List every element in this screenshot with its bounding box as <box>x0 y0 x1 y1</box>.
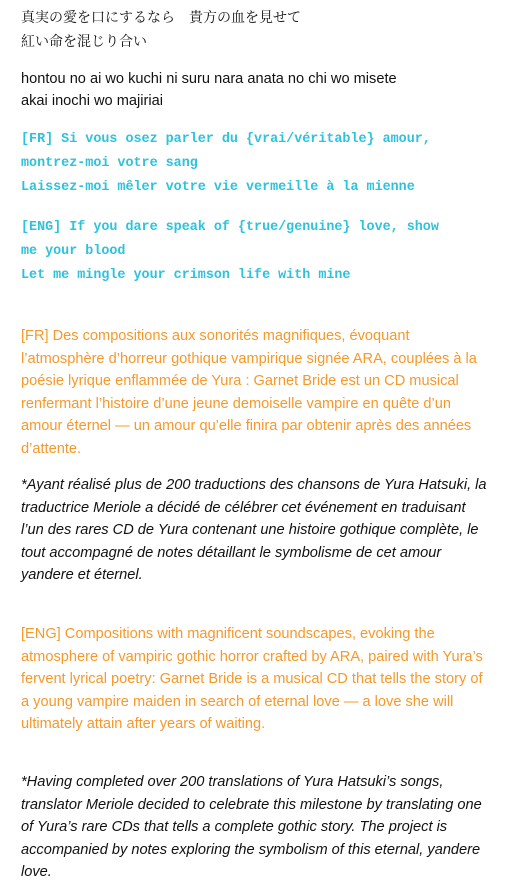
paragraph-line: atmosphere of vampiric gothic horror crafted by ARA, paired with Yura’s <box>21 648 483 665</box>
paragraph-line: of Yura’s rare CDs that tells a complete gothic story. The project is <box>21 819 448 836</box>
translator-note-english <box>21 771 482 884</box>
translator-note-french <box>21 474 487 587</box>
paragraph-line: fervent lyrical poetry: Garnet Bride is a musical CD that tells the story of <box>21 671 483 688</box>
lyric-line: me your blood <box>21 244 126 259</box>
lyric-line: [FR] Si vous osez parler du {vrai/véritable} amour, <box>21 132 431 147</box>
lyric-line: montrez-moi votre sang <box>21 156 198 171</box>
paragraph-line: *Ayant réalisé plus de 200 traductions des chansons de Yura Hatsuki, la <box>21 477 487 493</box>
paragraph-line: poésie lyrique enflammée de Yura : Garnet Bride est un CD musical <box>21 373 459 390</box>
lyrics-english-translation <box>21 216 439 288</box>
paragraph-line: d’attente. <box>21 440 82 457</box>
paragraph-line: accompanied by notes exploring the symbolism of this eternal, yandere <box>21 841 481 858</box>
paragraph-line: renfermant l’histoire d’une jeune demoiselle vampire en quête d’un <box>21 395 451 412</box>
description-english <box>21 623 483 736</box>
paragraph-line: translator Meriole decided to celebrate this milestone by translating one <box>21 796 482 813</box>
paragraph-line: yandere et éternel. <box>21 567 143 584</box>
description-french <box>21 325 477 461</box>
paragraph-line: ultimately attain after years of waiting. <box>21 716 266 733</box>
lyrics-french-translation <box>21 128 431 200</box>
paragraph-line: amour éternel — un amour qu’elle finira par obtenir après des années <box>21 418 472 435</box>
lyric-line: Laissez-moi mêler votre vie vermeille à la mienne <box>21 180 415 195</box>
paragraph-line: [FR] Des compositions aux sonorités magnifiques, évoquant <box>21 328 410 344</box>
paragraph-line: [ENG] Compositions with magnificent soundscapes, evoking the <box>21 626 435 642</box>
paragraph-line: a young vampire maiden in search of eternal love — a love she will <box>21 693 454 710</box>
lyrics-japanese <box>21 6 301 54</box>
paragraph-line: love. <box>21 864 52 881</box>
lyric-line: 紅い命を混じり合い <box>21 34 147 50</box>
lyric-line: akai inochi wo majiriai <box>21 93 163 109</box>
lyric-line: hontou no ai wo kuchi ni suru nara anata no chi wo misete <box>21 71 397 87</box>
paragraph-line: tout accompagné de notes détaillant le symbolisme de cet amour <box>21 544 442 561</box>
lyric-line: 真実の愛を口にするなら 貴方の血を見せて <box>21 10 301 26</box>
paragraph-line: traductrice Meriole a décidé de célébrer cet événement en traduisant <box>21 499 466 516</box>
paragraph-line: l’atmosphère d’horreur gothique vampirique signée ARA, couplées à la <box>21 350 477 367</box>
lyrics-romaji <box>21 68 397 112</box>
lyric-line: [ENG] If you dare speak of {true/genuine} love, show <box>21 220 439 235</box>
paragraph-line: *Having completed over 200 translations of Yura Hatsuki’s songs, <box>21 774 444 790</box>
paragraph-line: l’un des rares CD de Yura contenant une histoire gothique complète, le <box>21 522 479 539</box>
lyric-line: Let me mingle your crimson life with mine <box>21 268 351 283</box>
